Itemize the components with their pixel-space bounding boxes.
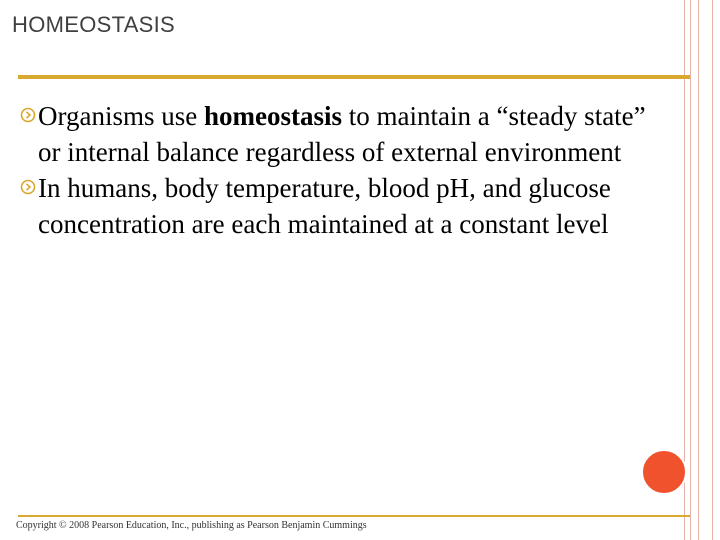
circled-arrow-icon <box>20 179 36 195</box>
footer-divider <box>18 515 690 517</box>
title-divider <box>18 75 690 79</box>
frame-line <box>684 0 685 540</box>
decorative-circle <box>641 449 687 495</box>
bullet-text: In humans, body temperature, blood pH, and glucose concentration are each maintained at a constant level <box>38 173 611 239</box>
frame-line <box>690 0 691 540</box>
bullet-bold-term: homeostasis <box>204 101 343 131</box>
copyright-footer: Copyright © 2008 Pearson Education, Inc., publishing as Pearson Benjamin Cummings <box>16 520 367 531</box>
circled-arrow-icon <box>20 107 36 123</box>
bullet-item <box>20 98 670 170</box>
bullet-item <box>20 170 670 242</box>
frame-line <box>712 0 713 540</box>
bullet-list <box>20 98 670 242</box>
bullet-text: Organisms use homeostasis to maintain a “steady state” or internal balance regardless of external environment <box>38 101 646 167</box>
slide-title: HOMEOSTASIS <box>12 12 176 37</box>
frame-line <box>698 0 699 540</box>
